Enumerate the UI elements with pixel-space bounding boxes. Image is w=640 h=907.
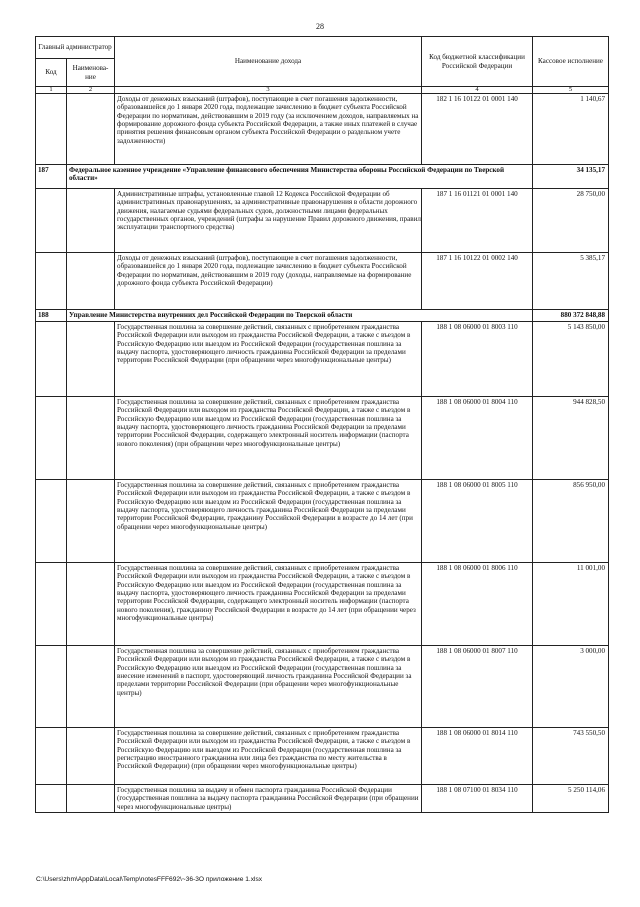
income-description: Административные штрафы, установленные главой 12 Кодекса Российской Федерации об административных правонарушениях, за административные правонарушения в области дорожного движения, налагаемые судьями федеральных судов, должностными лицами федеральных государственных органов, учреждений (штрафы за нарушение Правил дорожного движения, правил эксплуатации транспортного средства) (115, 189, 422, 253)
budget-code: 187 1 16 01121 01 0001 140 (422, 189, 533, 253)
income-description: Государственная пошлина за совершение действий, связанных с приобретением гражданства Российской Федерации или выходом из гражданства Российской Федерации, а также с въездом в Российскую Федерацию или выездом из Российской Федерации (государственная пошлина за выдачу паспорта, удостоверяющего личность гражданина Российской Федерации за пределами территории Российской Федерации, содержащего электронный носитель информации (паспорта нового поколения), гражданину Российской Федерации в возрасте до 14 лет (при обращении через многофункциональные центры) (115, 563, 422, 646)
column-number: 2 (67, 87, 115, 94)
amount: 28 750,00 (533, 189, 609, 253)
table-row (36, 646, 609, 728)
amount: 1 140,67 (533, 94, 609, 165)
table-row (36, 189, 609, 253)
budget-code: 188 1 08 06000 01 8007 110 (422, 646, 533, 728)
income-description: Государственная пошлина за выдачу и обмен паспорта гражданина Российской Федерации (государственная пошлина за выдачу паспорта гражданина Российской Федерации (при обращении через многофункциональные центры) (115, 785, 422, 813)
income-description: Государственная пошлина за совершение действий, связанных с приобретением гражданства Российской Федерации или выходом из гражданства Российской Федерации, а также с въездом в Российскую Федерацию или выездом из Российской Федерации (государственная пошлина за выдачу паспорта, удостоверяющего личность гражданина Российской Федерации за пределами территории Российской Федерации (при обращении через многофункциональные центры) (115, 322, 422, 397)
amount: 5 250 114,06 (533, 785, 609, 813)
column-number-row (36, 87, 609, 94)
amount: 5 385,17 (533, 253, 609, 310)
budget-code: 188 1 08 07100 01 8034 110 (422, 785, 533, 813)
amount: 11 001,00 (533, 563, 609, 646)
amount: 944 828,50 (533, 397, 609, 480)
agency-name: Управление Министерства внутренних дел Российской Федерации по Тверской области (67, 310, 533, 322)
amount: 743 550,50 (533, 728, 609, 785)
footer-file-path: C:\Users\zhm\AppData\Local\Temp\notesFFF692\~36-3O приложение 1.xlsx (36, 876, 263, 883)
table-row (36, 253, 609, 310)
budget-code: 188 1 08 06000 01 8005 110 (422, 480, 533, 563)
revenue-table (35, 36, 609, 813)
column-number: 4 (422, 87, 533, 94)
page-number: 28 (316, 22, 324, 31)
agency-amount: 880 372 848,88 (533, 310, 609, 322)
code-header: Код (36, 59, 67, 87)
budget-code-header: Код бюджетной классификации Российской Федерации (422, 37, 533, 87)
agency-row (36, 165, 609, 189)
income-description: Государственная пошлина за совершение действий, связанных с приобретением гражданства Российской Федерации или выходом из гражданства Российской Федерации, а также с въездом в Российскую Федерацию или выездом из Российской Федерации (государственная пошлина за внесение изменений в паспорт, удостоверяющий личность гражданина Российской Федерации за пределами территории Российской Федерации (при обращении через многофункциональные центры) (115, 646, 422, 728)
table-row (36, 728, 609, 785)
name-header: Наименова-ние (67, 59, 115, 87)
budget-code: 188 1 08 06000 01 8006 110 (422, 563, 533, 646)
income-description: Государственная пошлина за совершение действий, связанных с приобретением гражданства Российской Федерации или выходом из гражданства Российской Федерации, а также с въездом в Российскую Федерацию или выездом из Российской Федерации (государственная пошлина за выдачу паспорта, удостоверяющего личность гражданина Российской Федерации за пределами территории Российской Федерации, гражданину Российской Федерации в возрасте до 14 лет (при обращении через многофункциональные центры) (115, 480, 422, 563)
amount: 856 950,00 (533, 480, 609, 563)
agency-row (36, 310, 609, 322)
agency-code: 187 (36, 165, 67, 189)
budget-code: 188 1 08 06000 01 8004 110 (422, 397, 533, 480)
budget-code: 182 1 16 10122 01 0001 140 (422, 94, 533, 165)
amount: 3 000,00 (533, 646, 609, 728)
budget-code: 187 1 16 10122 01 0002 140 (422, 253, 533, 310)
income-description: Государственная пошлина за совершение действий, связанных с приобретением гражданства Российской Федерации или выходом из гражданства Российской Федерации, а также с въездом в Российскую Федерацию или выездом из Российской Федерации (государственная пошлина за выдачу паспорта, удостоверяющего личность гражданина Российской Федерации за пределами территории Российской Федерации, содержащего электронный носитель информации (паспорта нового поколения) (при обращении через многофункциональные центры) (115, 397, 422, 480)
column-number: 1 (36, 87, 67, 94)
agency-name: Федеральное казенное учреждение «Управление финансового обеспечения Министерства обороны Российской Федерации по Тверской области» (67, 165, 533, 189)
income-name-header: Наименование дохода (115, 37, 422, 87)
table-row (36, 480, 609, 563)
agency-amount: 34 135,17 (533, 165, 609, 189)
budget-code: 188 1 08 06000 01 8003 110 (422, 322, 533, 397)
income-description: Доходы от денежных взысканий (штрафов), поступающие в счет погашения задолженности, образовавшейся до 1 января 2020 года, подлежащие зачислению в бюджет субъекта Российской Федерации по нормативам, действовавшим в 2019 году (за исключением доходов, направляемых на формирование дорожного фонда субъекта Российской Федерации, а также иных платежей в случае принятия решения финансовым органом субъекта Российской Федерации о раздельном учете задолженности) (115, 94, 422, 165)
table-row (36, 322, 609, 397)
amount: 5 143 850,00 (533, 322, 609, 397)
agency-code: 188 (36, 310, 67, 322)
table-row (36, 563, 609, 646)
income-description: Доходы от денежных взысканий (штрафов), поступающие в счет погашения задолженности, образовавшейся до 1 января 2020 года, подлежащие зачислению в бюджет субъекта Российской Федерации по нормативам, действовавшим в 2019 году (доходы, направляемые на формирование дорожного фонда субъекта Российской Федерации) (115, 253, 422, 310)
admin-group-header: Главный администратор (36, 37, 115, 59)
table-row (36, 397, 609, 480)
budget-code: 188 1 08 06000 01 8014 110 (422, 728, 533, 785)
column-number: 3 (115, 87, 422, 94)
column-number: 5 (533, 87, 609, 94)
cash-execution-header: Кассовое исполнение (533, 37, 609, 87)
income-description: Государственная пошлина за совершение действий, связанных с приобретением гражданства Российской Федерации или выходом из гражданства Российской Федерации, а также с въездом в Российскую Федерацию или выездом из Российской Федерации (государственная пошлина за регистрацию иностранного гражданина или лица без гражданства по месту жительства в Российской Федерации) (при обращении через многофункциональные центры) (115, 728, 422, 785)
table-row (36, 785, 609, 813)
table-row (36, 94, 609, 165)
